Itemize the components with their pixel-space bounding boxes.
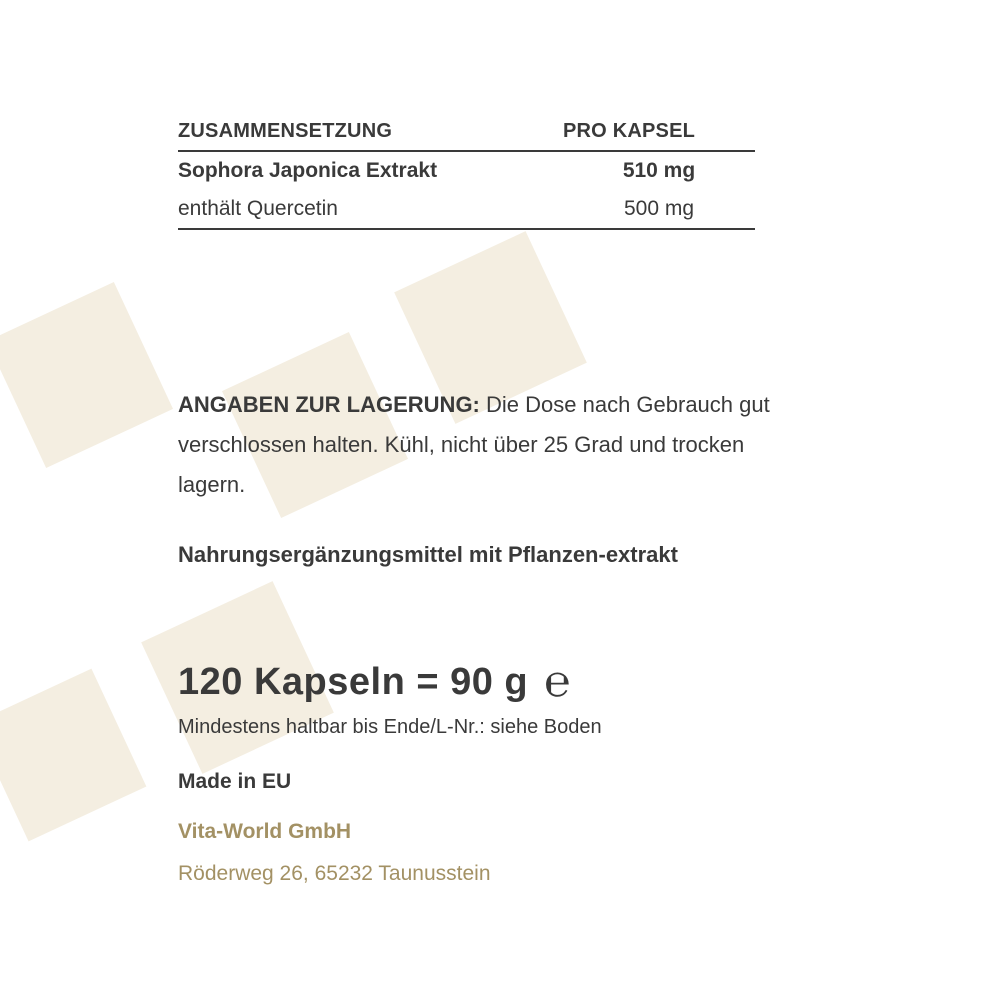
- composition-header-row: [178, 112, 755, 152]
- ingredient-value: 500 mg: [623, 197, 695, 220]
- composition-table: [178, 112, 755, 230]
- company-name: Vita-World GmbH: [178, 820, 352, 843]
- composition-header-name: ZUSAMMENSETZUNG: [178, 119, 393, 142]
- best-before-text: Mindestens haltbar bis Ende/L-Nr.: siehe Boden: [178, 716, 602, 738]
- storage-text: Die Dose nach Gebrauch gut verschlossen halten. Kühl, nicht über 25 Grad und trocken lagern.: [178, 392, 770, 497]
- decor-diamond: [0, 669, 146, 842]
- estimated-sign-icon: ℮: [544, 656, 571, 707]
- composition-row: [178, 190, 755, 230]
- ingredient-value: 510 mg: [622, 159, 696, 182]
- ingredient-name: enthält Quercetin: [178, 197, 338, 220]
- ingredient-name: Sophora Japonica Extrakt: [178, 159, 438, 182]
- composition-row: [178, 152, 755, 190]
- storage-heading: ANGABEN ZUR LAGERUNG:: [178, 392, 480, 417]
- composition-header-value: PRO KAPSEL: [563, 119, 696, 142]
- decor-diamond: [0, 282, 173, 468]
- supplement-description: Nahrungsergänzungsmittel mit Pflanzen-extrakt: [178, 542, 678, 567]
- capsule-quantity: 120 Kapseln = 90 g: [178, 660, 529, 703]
- quantity-line: [178, 656, 571, 707]
- origin-text: Made in EU: [178, 770, 292, 793]
- company-address: Röderweg 26, 65232 Taunusstein: [178, 862, 491, 885]
- storage-instructions: [178, 385, 778, 505]
